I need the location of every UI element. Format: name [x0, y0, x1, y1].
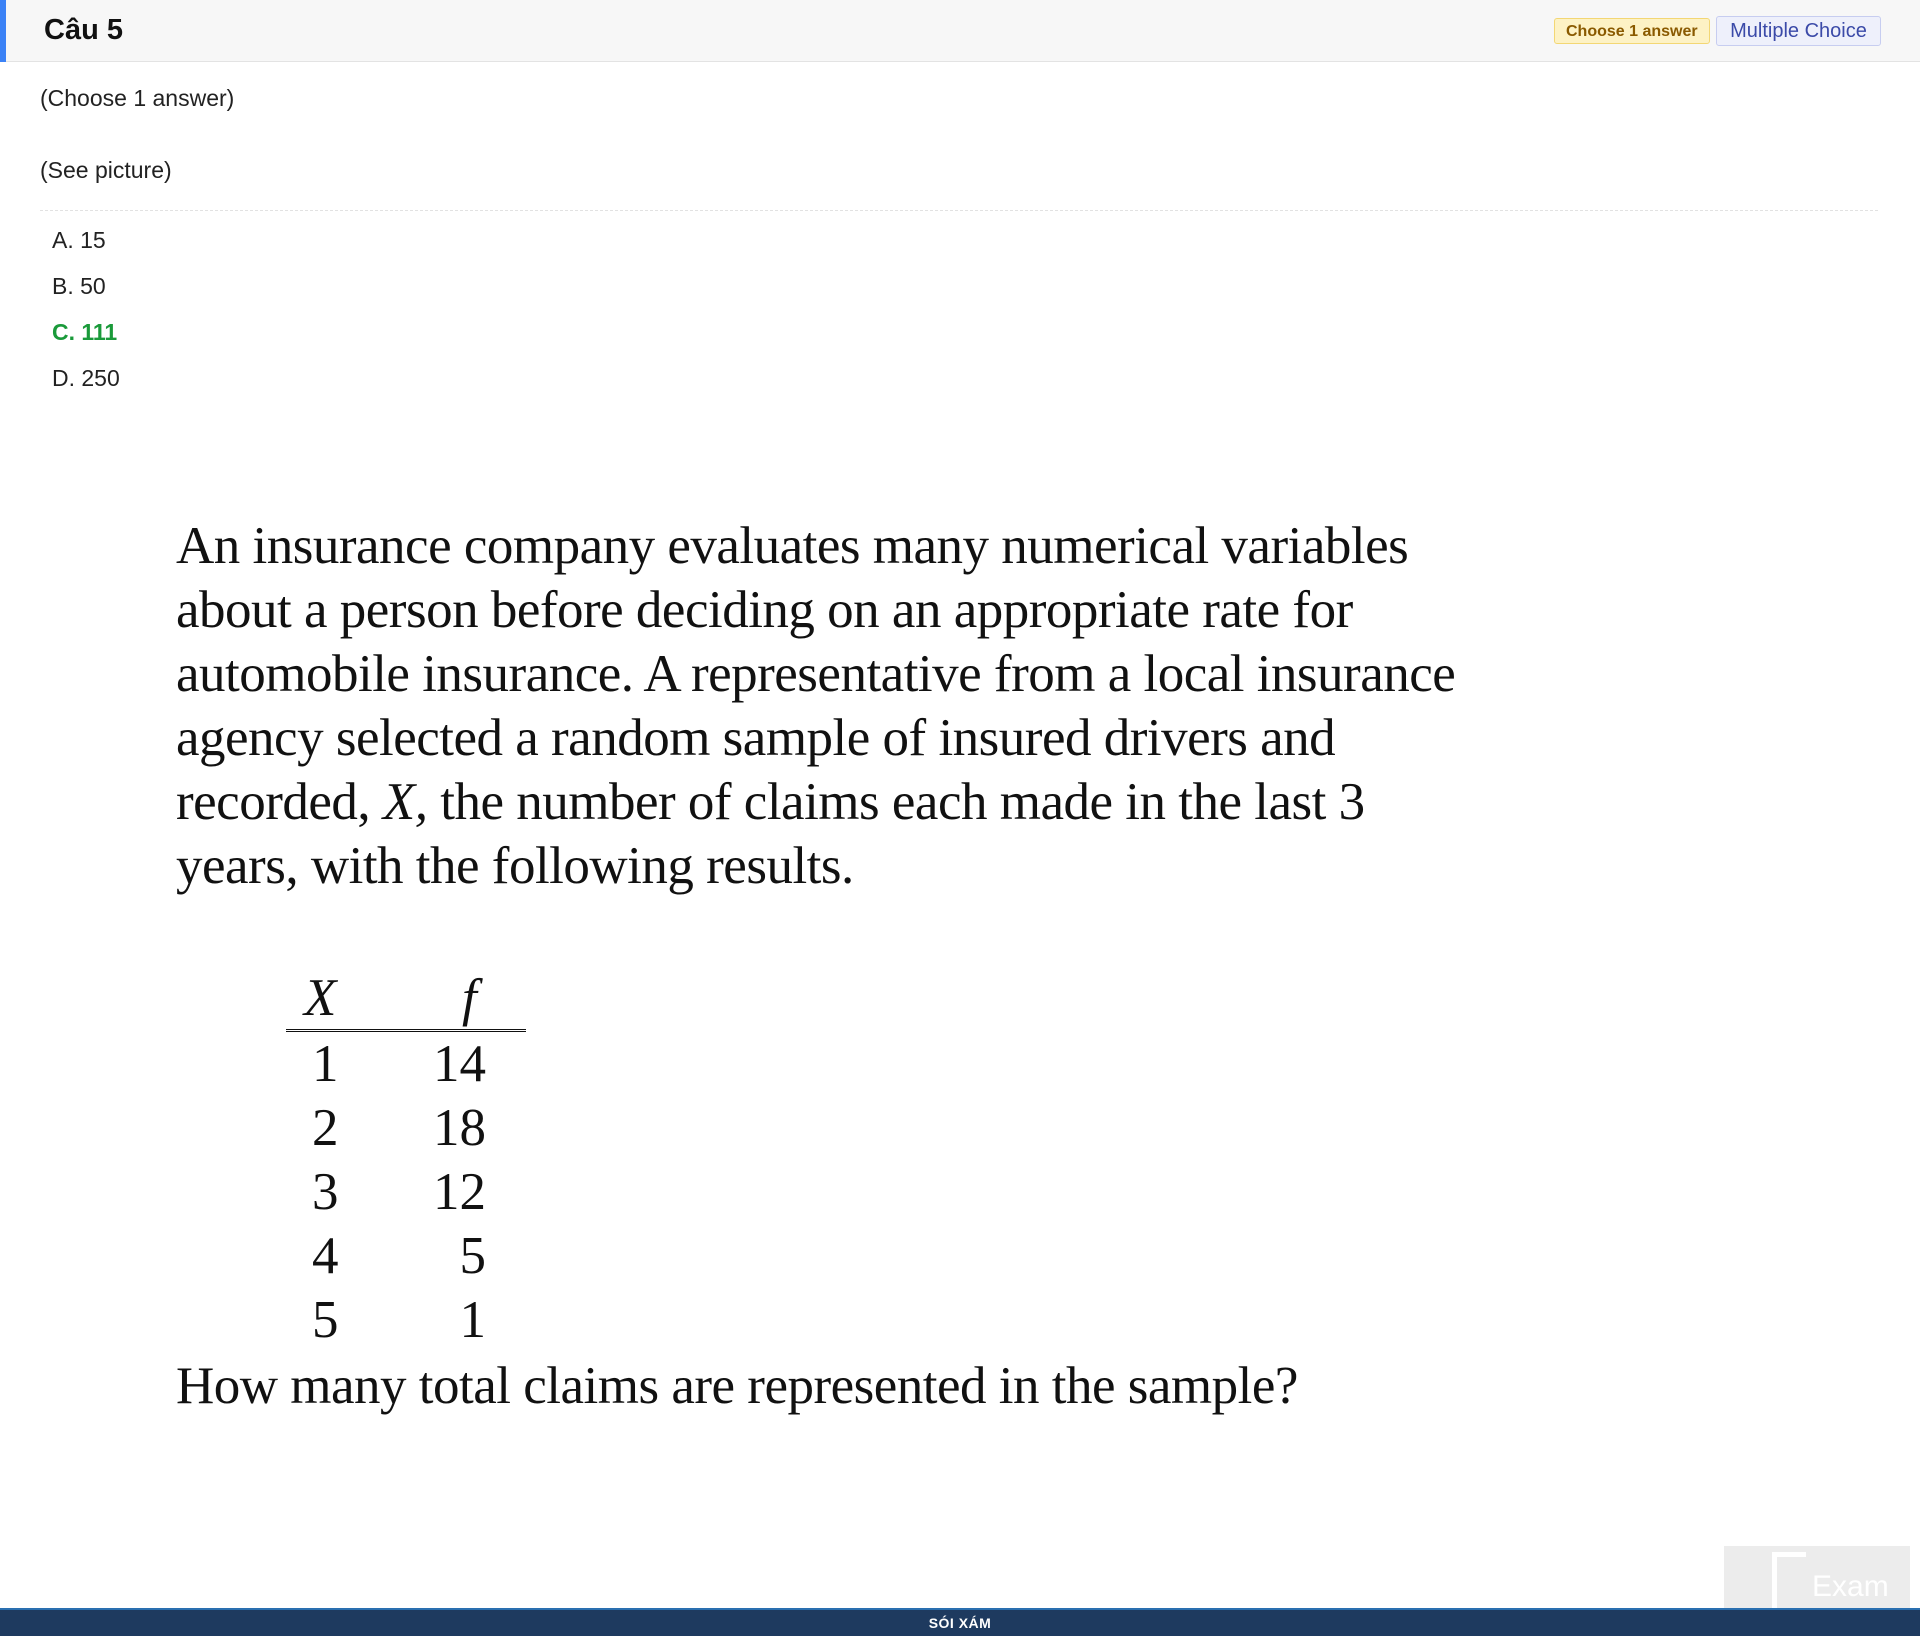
answer-list [52, 226, 120, 410]
answer-option-a[interactable]: A. 15 [52, 227, 106, 253]
question-header [0, 0, 1920, 62]
choose-count-badge: Choose 1 answer [1554, 18, 1710, 44]
frequency-header-x: X [304, 969, 337, 1027]
table-cell-f: 18 [433, 1099, 486, 1157]
table-row [286, 1032, 526, 1096]
table-cell-x: 5 [312, 1291, 339, 1349]
picture-line-1: An insurance company evaluates many numerical variables [176, 517, 1409, 575]
question-picture [176, 514, 1596, 1414]
table-row [286, 1096, 526, 1160]
table-row [286, 1224, 526, 1288]
table-cell-x: 1 [312, 1035, 339, 1093]
table-row [286, 1288, 526, 1352]
table-cell-x: 4 [312, 1227, 339, 1285]
footer-text: SÓI XÁM [928, 1615, 992, 1631]
answer-option-c-correct[interactable]: C. 111 [52, 319, 118, 345]
frequency-table-header [286, 966, 526, 1032]
picture-line-2: about a person before deciding on an appropriate rate for [176, 581, 1353, 639]
picture-line-5 [176, 770, 1596, 834]
picture-question-text: How many total claims are represented in the sample? [176, 1357, 1298, 1415]
table-cell-f: 12 [433, 1163, 486, 1221]
picture-line-4: agency selected a random sample of insured drivers and [176, 709, 1336, 767]
answer-option-b[interactable]: B. 50 [52, 273, 106, 299]
answer-option-d[interactable]: D. 250 [52, 365, 120, 391]
picture-line-5-start: recorded, [176, 773, 383, 831]
picture-paragraph [176, 514, 1596, 898]
watermark-text: Exam [1812, 1570, 1889, 1603]
picture-line-3: automobile insurance. A representative from a local insurance [176, 645, 1456, 703]
frequency-table [286, 966, 526, 1352]
table-cell-x: 3 [312, 1163, 339, 1221]
section-divider [40, 210, 1878, 211]
table-cell-f: 5 [459, 1227, 486, 1285]
picture-line-6: years, with the following results. [176, 837, 854, 895]
question-title: Câu 5 [44, 14, 123, 46]
header-accent-bar [0, 0, 6, 62]
table-cell-x: 2 [312, 1099, 339, 1157]
question-type-badge: Multiple Choice [1716, 16, 1881, 46]
question-instruction: (Choose 1 answer) [40, 85, 235, 111]
table-row [286, 1160, 526, 1224]
picture-line-5-rest: the number of claims each made in the last 3 [427, 773, 1365, 831]
table-cell-f: 14 [433, 1035, 486, 1093]
picture-variable-x: X, [382, 773, 428, 831]
frequency-header-f: f [462, 969, 477, 1027]
page-footer [0, 1608, 1920, 1636]
question-see-picture: (See picture) [40, 157, 172, 183]
table-cell-f: 1 [459, 1291, 486, 1349]
